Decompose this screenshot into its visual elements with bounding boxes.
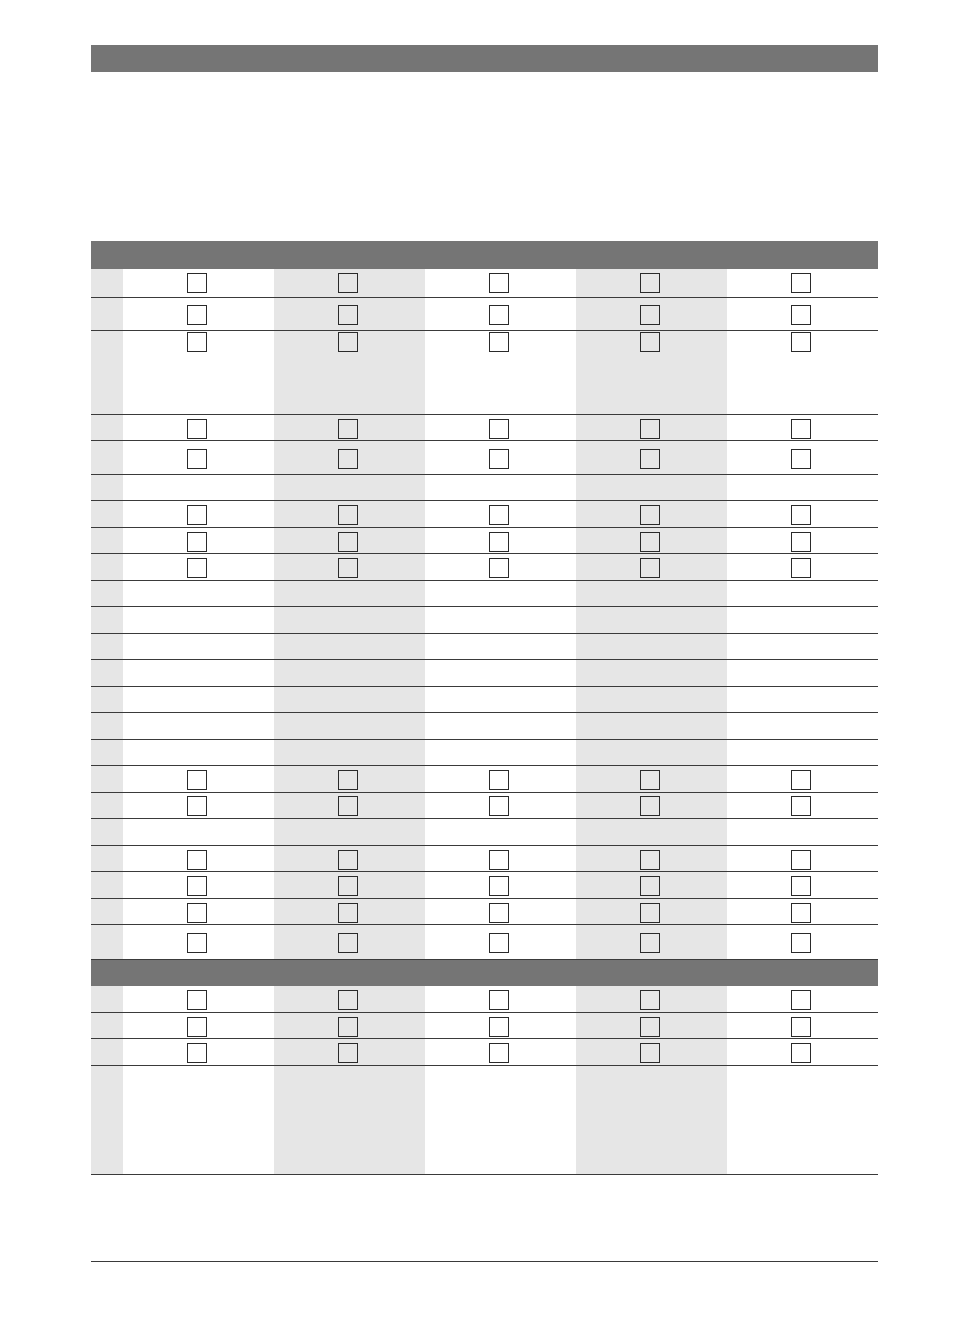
checkbox[interactable] — [338, 305, 358, 325]
table-cell — [425, 899, 576, 924]
table-cell — [576, 846, 727, 871]
table-cell — [576, 793, 727, 818]
table-cell — [274, 1039, 425, 1065]
checkbox[interactable] — [640, 305, 660, 325]
checkbox[interactable] — [640, 1043, 660, 1063]
table-row — [91, 1066, 878, 1175]
table-cell — [425, 581, 576, 606]
table-cell — [123, 415, 274, 440]
table-row — [91, 269, 878, 298]
checkbox[interactable] — [640, 505, 660, 525]
checkbox[interactable] — [489, 419, 509, 439]
table-cell — [123, 925, 274, 959]
table-cell — [576, 713, 727, 739]
checkbox[interactable] — [187, 1017, 207, 1037]
table-cell — [727, 331, 878, 414]
table-cell — [727, 1013, 878, 1038]
table-cell — [274, 441, 425, 474]
checkbox[interactable] — [338, 796, 358, 816]
checkbox[interactable] — [489, 1043, 509, 1063]
table-row — [91, 581, 878, 607]
row-label — [91, 819, 123, 845]
checkbox[interactable] — [338, 876, 358, 896]
table-cell — [727, 793, 878, 818]
checkbox[interactable] — [187, 903, 207, 923]
checkbox[interactable] — [791, 903, 811, 923]
table-cell — [576, 819, 727, 845]
checkbox[interactable] — [640, 558, 660, 578]
row-label — [91, 331, 123, 414]
table-cell — [274, 475, 425, 500]
checkbox[interactable] — [489, 903, 509, 923]
table-cell — [123, 1039, 274, 1065]
checkbox[interactable] — [338, 850, 358, 870]
table-cell — [123, 872, 274, 898]
table-cell — [576, 1013, 727, 1038]
checkbox[interactable] — [791, 532, 811, 552]
checkbox[interactable] — [791, 419, 811, 439]
table-cell — [727, 846, 878, 871]
table-cell — [425, 634, 576, 659]
table-cell — [425, 793, 576, 818]
table-cell — [123, 607, 274, 633]
table-cell — [274, 501, 425, 527]
table-cell — [425, 766, 576, 792]
table-cell — [576, 607, 727, 633]
row-label — [91, 415, 123, 440]
row-label — [91, 899, 123, 924]
table-cell — [425, 819, 576, 845]
table-cell — [274, 634, 425, 659]
checkbox[interactable] — [338, 558, 358, 578]
checkbox[interactable] — [791, 558, 811, 578]
table-cell — [123, 1013, 274, 1038]
checkbox[interactable] — [791, 933, 811, 953]
table-cell — [425, 298, 576, 330]
checkbox[interactable] — [338, 1017, 358, 1037]
checkbox[interactable] — [338, 505, 358, 525]
checkbox[interactable] — [791, 505, 811, 525]
table-cell — [727, 1039, 878, 1065]
table-cell — [576, 475, 727, 500]
table-cell — [274, 687, 425, 712]
row-label — [91, 269, 123, 297]
table-cell — [727, 1066, 878, 1174]
table-cell — [425, 415, 576, 440]
row-label — [91, 660, 123, 686]
table-cell — [123, 986, 274, 1012]
checkbox[interactable] — [791, 850, 811, 870]
table-row — [91, 501, 878, 528]
row-label — [91, 298, 123, 330]
table-cell — [274, 986, 425, 1012]
checkbox[interactable] — [489, 770, 509, 790]
checkbox[interactable] — [489, 990, 509, 1010]
table-cell — [425, 713, 576, 739]
table-row — [91, 1039, 878, 1066]
checkbox[interactable] — [791, 332, 811, 352]
table-cell — [123, 581, 274, 606]
checkbox[interactable] — [640, 449, 660, 469]
table-row — [91, 634, 878, 660]
table-cell — [727, 501, 878, 527]
row-label — [91, 713, 123, 739]
table-cell — [274, 766, 425, 792]
table-cell — [123, 846, 274, 871]
table-cell — [123, 298, 274, 330]
checkbox[interactable] — [489, 449, 509, 469]
table-cell — [425, 501, 576, 527]
row-label — [91, 1013, 123, 1038]
table-cell — [425, 475, 576, 500]
table-row — [91, 872, 878, 899]
row-label — [91, 501, 123, 527]
section-b-header — [91, 960, 878, 986]
table-cell — [727, 925, 878, 959]
table-cell — [576, 269, 727, 297]
table-cell — [274, 872, 425, 898]
table-cell — [727, 872, 878, 898]
table-cell — [576, 660, 727, 686]
table-cell — [727, 298, 878, 330]
table-cell — [727, 687, 878, 712]
checkbox[interactable] — [489, 850, 509, 870]
table-cell — [123, 634, 274, 659]
table-cell — [576, 1066, 727, 1174]
section-a-header — [91, 241, 878, 269]
table-cell — [123, 554, 274, 580]
checkbox[interactable] — [791, 305, 811, 325]
table-cell — [123, 766, 274, 792]
table-cell — [274, 581, 425, 606]
table-cell — [727, 475, 878, 500]
table-cell — [727, 441, 878, 474]
table-row — [91, 298, 878, 331]
table-cell — [123, 331, 274, 414]
table-cell — [425, 925, 576, 959]
table-cell — [727, 607, 878, 633]
row-label — [91, 581, 123, 606]
table-cell — [123, 819, 274, 845]
checkbox[interactable] — [640, 1017, 660, 1037]
checkbox[interactable] — [187, 332, 207, 352]
table-row — [91, 415, 878, 441]
checkbox[interactable] — [640, 419, 660, 439]
table-cell — [425, 986, 576, 1012]
checkbox[interactable] — [791, 273, 811, 293]
checkbox[interactable] — [187, 505, 207, 525]
table-cell — [123, 1066, 274, 1174]
table-cell — [274, 819, 425, 845]
table-cell — [576, 501, 727, 527]
table-cell — [274, 925, 425, 959]
checkbox[interactable] — [489, 796, 509, 816]
row-label — [91, 528, 123, 553]
table-cell — [576, 298, 727, 330]
table-row — [91, 607, 878, 634]
checkbox[interactable] — [791, 796, 811, 816]
table-cell — [576, 331, 727, 414]
checkbox[interactable] — [791, 449, 811, 469]
checkbox[interactable] — [338, 332, 358, 352]
table-cell — [123, 475, 274, 500]
checkbox[interactable] — [489, 532, 509, 552]
checkbox[interactable] — [489, 332, 509, 352]
table-cell — [425, 1013, 576, 1038]
table-cell — [576, 872, 727, 898]
table-cell — [576, 528, 727, 553]
table-cell — [727, 415, 878, 440]
checkbox[interactable] — [338, 1043, 358, 1063]
table-cell — [425, 607, 576, 633]
page-header-bar — [91, 45, 878, 72]
checkbox[interactable] — [640, 850, 660, 870]
checkbox[interactable] — [187, 1043, 207, 1063]
table-cell — [123, 269, 274, 297]
table-cell — [576, 581, 727, 606]
row-label — [91, 1066, 123, 1174]
checkbox[interactable] — [187, 876, 207, 896]
checkbox[interactable] — [640, 933, 660, 953]
table-cell — [425, 872, 576, 898]
checkbox[interactable] — [791, 1017, 811, 1037]
table-cell — [425, 740, 576, 765]
table-cell — [576, 925, 727, 959]
table-cell — [274, 1066, 425, 1174]
table-cell — [576, 687, 727, 712]
table-cell — [576, 740, 727, 765]
table-row — [91, 441, 878, 475]
table-cell — [123, 713, 274, 739]
table-row — [91, 528, 878, 554]
table-cell — [727, 819, 878, 845]
table-row — [91, 846, 878, 872]
checkbox[interactable] — [187, 850, 207, 870]
table-cell — [727, 740, 878, 765]
table-row — [91, 660, 878, 687]
checkbox[interactable] — [489, 305, 509, 325]
table-cell — [425, 687, 576, 712]
table-row — [91, 713, 878, 740]
table-cell — [274, 899, 425, 924]
table-row — [91, 554, 878, 581]
table-cell — [425, 331, 576, 414]
checkbox[interactable] — [640, 903, 660, 923]
table-cell — [274, 740, 425, 765]
table-cell — [576, 899, 727, 924]
table-cell — [274, 528, 425, 553]
table-cell — [576, 766, 727, 792]
checkbox[interactable] — [791, 876, 811, 896]
checkbox[interactable] — [640, 796, 660, 816]
checkbox[interactable] — [640, 990, 660, 1010]
table-row — [91, 793, 878, 819]
row-label — [91, 634, 123, 659]
checkbox[interactable] — [338, 770, 358, 790]
checkbox[interactable] — [187, 990, 207, 1010]
checkbox[interactable] — [187, 419, 207, 439]
checkbox[interactable] — [489, 273, 509, 293]
row-label — [91, 1039, 123, 1065]
table-cell — [425, 528, 576, 553]
table-cell — [576, 415, 727, 440]
table-cell — [727, 581, 878, 606]
table-row — [91, 475, 878, 501]
checkbox[interactable] — [187, 305, 207, 325]
table-cell — [274, 1013, 425, 1038]
table-cell — [274, 269, 425, 297]
row-label — [91, 793, 123, 818]
table-cell — [274, 331, 425, 414]
table-cell — [576, 554, 727, 580]
table-cell — [727, 899, 878, 924]
table-cell — [727, 554, 878, 580]
checkbox[interactable] — [791, 1043, 811, 1063]
row-label — [91, 846, 123, 871]
table-cell — [576, 986, 727, 1012]
checkbox[interactable] — [640, 876, 660, 896]
table-cell — [576, 441, 727, 474]
checkbox[interactable] — [791, 770, 811, 790]
table-cell — [425, 441, 576, 474]
table-cell — [727, 986, 878, 1012]
row-label — [91, 986, 123, 1012]
table-row — [91, 331, 878, 415]
table-row — [91, 986, 878, 1013]
row-label — [91, 687, 123, 712]
checkbox[interactable] — [187, 449, 207, 469]
checkbox[interactable] — [187, 532, 207, 552]
table-cell — [123, 687, 274, 712]
checkbox[interactable] — [640, 332, 660, 352]
checkbox[interactable] — [338, 990, 358, 1010]
row-label — [91, 925, 123, 959]
checkbox[interactable] — [489, 933, 509, 953]
table-cell — [425, 1039, 576, 1065]
checkbox[interactable] — [187, 933, 207, 953]
table-cell — [727, 634, 878, 659]
table-cell — [274, 793, 425, 818]
table-row — [91, 687, 878, 713]
table-cell — [123, 501, 274, 527]
table-cell — [425, 1066, 576, 1174]
table-cell — [123, 441, 274, 474]
table-cell — [123, 528, 274, 553]
checkbox[interactable] — [489, 876, 509, 896]
checkbox[interactable] — [489, 1017, 509, 1037]
table-cell — [727, 713, 878, 739]
checkbox[interactable] — [338, 273, 358, 293]
checkbox[interactable] — [187, 770, 207, 790]
table-cell — [123, 793, 274, 818]
checkbox[interactable] — [489, 558, 509, 578]
table-row — [91, 766, 878, 793]
row-label — [91, 441, 123, 474]
table-cell — [727, 766, 878, 792]
table-cell — [576, 1039, 727, 1065]
table-cell — [274, 660, 425, 686]
checklist-form-table — [91, 241, 878, 1175]
checkbox[interactable] — [338, 419, 358, 439]
checkbox[interactable] — [338, 933, 358, 953]
checkbox[interactable] — [338, 532, 358, 552]
footer-rule — [91, 1261, 878, 1262]
checkbox[interactable] — [187, 273, 207, 293]
table-cell — [425, 660, 576, 686]
table-cell — [425, 269, 576, 297]
table-row — [91, 925, 878, 960]
table-row — [91, 819, 878, 846]
table-cell — [274, 298, 425, 330]
checkbox[interactable] — [187, 796, 207, 816]
row-label — [91, 740, 123, 765]
checkbox[interactable] — [187, 558, 207, 578]
table-cell — [274, 846, 425, 871]
checkbox[interactable] — [640, 273, 660, 293]
table-cell — [123, 740, 274, 765]
table-cell — [274, 554, 425, 580]
row-label — [91, 554, 123, 580]
checkbox[interactable] — [489, 505, 509, 525]
table-cell — [123, 899, 274, 924]
checkbox[interactable] — [338, 449, 358, 469]
table-cell — [274, 713, 425, 739]
checkbox[interactable] — [640, 770, 660, 790]
table-cell — [425, 554, 576, 580]
row-label — [91, 766, 123, 792]
table-cell — [123, 660, 274, 686]
table-cell — [576, 634, 727, 659]
table-cell — [274, 607, 425, 633]
row-label — [91, 607, 123, 633]
checkbox[interactable] — [791, 990, 811, 1010]
table-cell — [274, 415, 425, 440]
table-cell — [727, 528, 878, 553]
row-label — [91, 475, 123, 500]
checkbox[interactable] — [338, 903, 358, 923]
table-row — [91, 1013, 878, 1039]
checkbox[interactable] — [640, 532, 660, 552]
table-cell — [727, 269, 878, 297]
table-row — [91, 899, 878, 925]
row-label — [91, 872, 123, 898]
table-cell — [727, 660, 878, 686]
table-row — [91, 740, 878, 766]
table-cell — [425, 846, 576, 871]
